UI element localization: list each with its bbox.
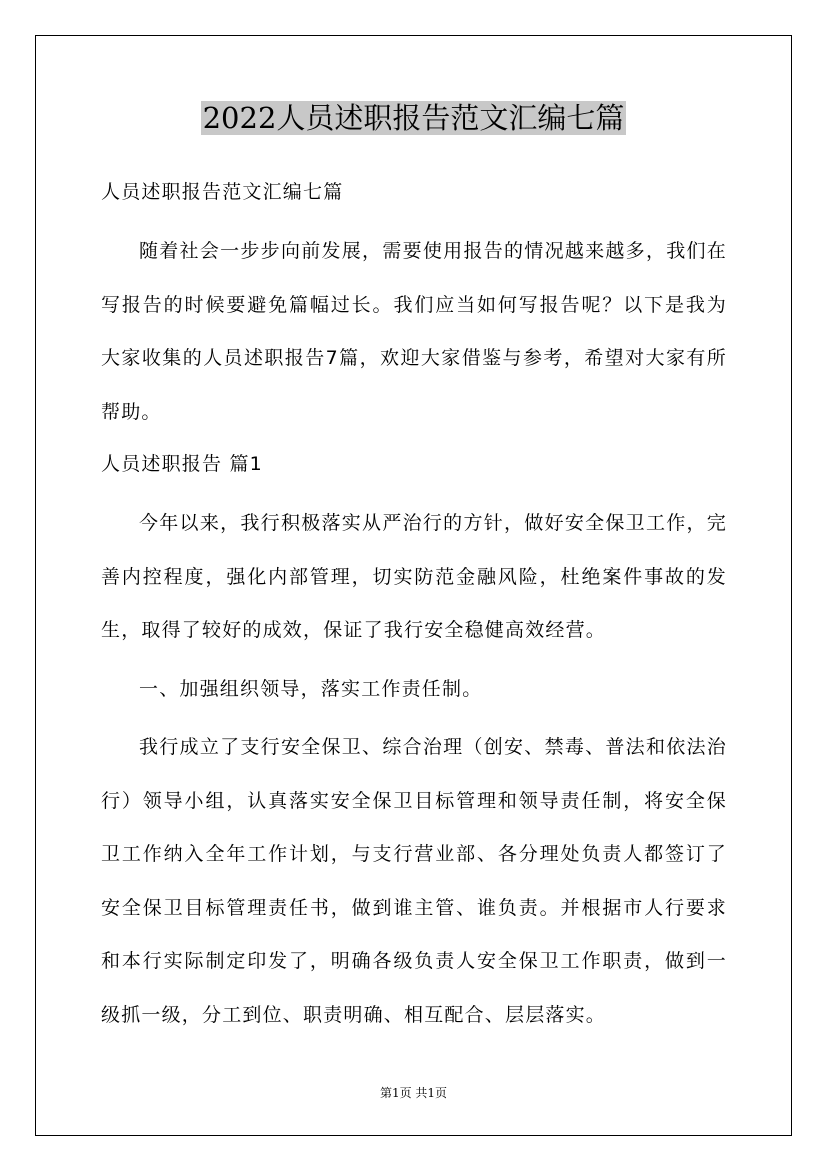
section-heading: 人员述职报告 篇1 xyxy=(101,453,263,475)
body-paragraph: 今年以来，我行积极落实从严治行的方针，做好安全保卫工作，完善内控程度，强化内部管理，切实防范金融风险，杜绝案件事故的发生，取得了较好的成效，保证了我行安全稳健高效经营。 xyxy=(101,512,727,641)
document-title-wrapper xyxy=(0,98,827,138)
document-title: 2022人员述职报告范文汇编七篇 xyxy=(202,101,625,135)
intro-paragraph: 随着社会一步步向前发展，需要使用报告的情况越来越多，我们在写报告的时候要避免篇幅过长。我们应当如何写报告呢？以下是我为大家收集的人员述职报告7篇，欢迎大家借鉴与参考，希望对大家有所帮助。 xyxy=(101,240,727,423)
page-footer: 第1页 共1页 xyxy=(379,1086,448,1100)
subsection-heading: 一、加强组织领导，落实工作责任制。 xyxy=(139,677,483,700)
document-subtitle: 人员述职报告范文汇编七篇 xyxy=(101,181,344,203)
body-paragraph: 我行成立了支行安全保卫、综合治理（创安、禁毒、普法和依法治行）领导小组，认真落实安全保卫目标管理和领导责任制，将安全保卫工作纳入全年工作计划，与支行营业部、各分理处负责人都签订了安全保卫目标管理责任书，做到谁主管、谁负责。并根据市人行要求和本行实际制定印发了，明确各级负责人安全保卫工作职责，做到一级抓一级，分工到位、职责明确、相互配合、层层落实。 xyxy=(101,736,727,1026)
document-body xyxy=(101,172,727,1047)
